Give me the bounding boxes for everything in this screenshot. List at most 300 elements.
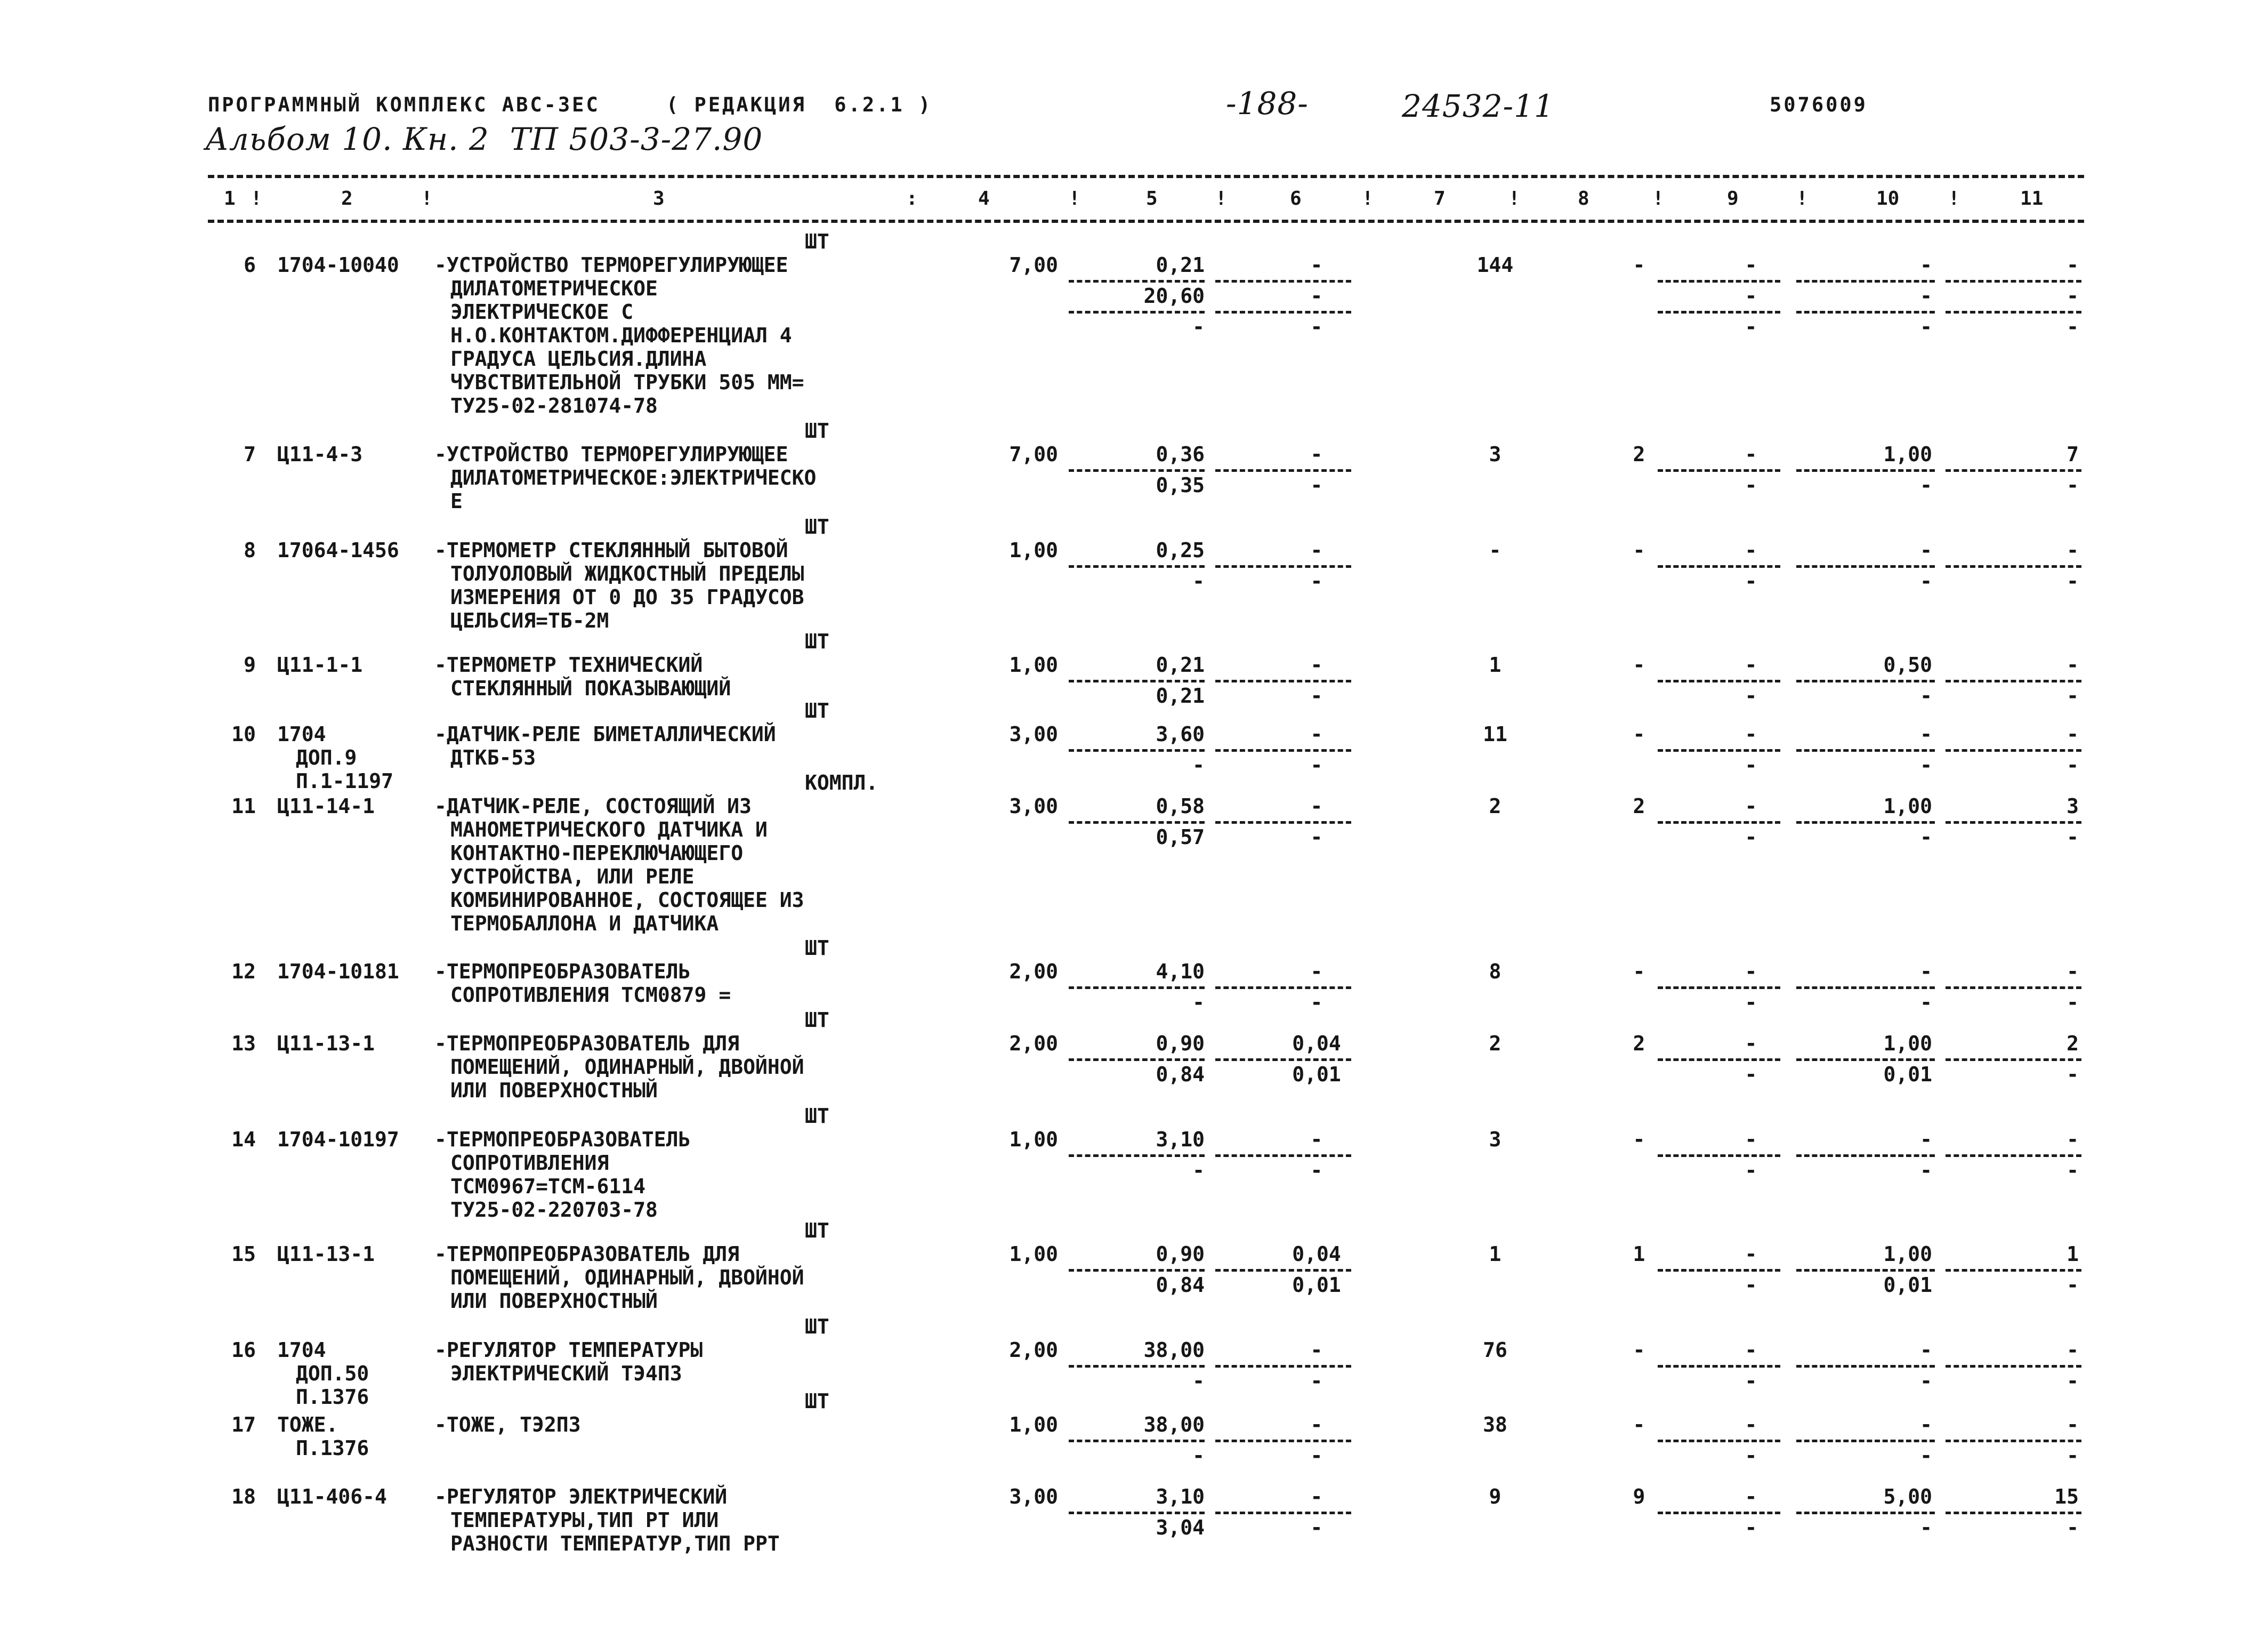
column-9-value-2: - bbox=[1745, 684, 1757, 708]
quantity-value: 1,00 bbox=[1009, 653, 1058, 677]
quantity-value: 7,00 bbox=[1009, 253, 1058, 277]
column-6-value: - bbox=[1310, 443, 1323, 466]
column-9-value-2: - bbox=[1745, 284, 1757, 308]
column-10-value: - bbox=[1920, 1413, 1932, 1436]
description-line: КОМБИНИРОВАННОЕ, СОСТОЯЩЕЕ ИЗ bbox=[450, 888, 804, 912]
column-5-value-2: - bbox=[1192, 1444, 1205, 1467]
column-6-value: - bbox=[1310, 794, 1323, 818]
column-6-value-2: - bbox=[1310, 473, 1323, 497]
column-7-value: - bbox=[1489, 539, 1502, 562]
cell-underline bbox=[1658, 821, 1780, 824]
column-11-value: - bbox=[2067, 1413, 2079, 1436]
column-8-value: - bbox=[1633, 1128, 1645, 1151]
cell-underline bbox=[1796, 1154, 1935, 1157]
description-line: -ДАТЧИК-РЕЛЕ БИМЕТАЛЛИЧЕСКИЙ bbox=[434, 722, 776, 746]
column-6-value-2: - bbox=[1310, 991, 1323, 1014]
quantity-value: 2,00 bbox=[1009, 1338, 1058, 1362]
cell-underline bbox=[1069, 469, 1205, 472]
item-number: 17 bbox=[231, 1413, 256, 1436]
column-10-value-2: 0,01 bbox=[1883, 1273, 1932, 1297]
column-10-value-2: - bbox=[1920, 473, 1932, 497]
description-line: ПОМЕЩЕНИЙ, ОДИНАРНЫЙ, ДВОЙНОЙ bbox=[450, 1266, 804, 1289]
column-11-value-2: - bbox=[2067, 284, 2079, 308]
description-line: ДТКБ-53 bbox=[450, 746, 536, 769]
cell-underline bbox=[1069, 565, 1205, 568]
column-6-value-2: 0,01 bbox=[1292, 1063, 1341, 1086]
description-line: Н.О.КОНТАКТОМ.ДИФФЕРЕНЦИАЛ 4 bbox=[450, 324, 792, 347]
cell-underline bbox=[1215, 469, 1351, 472]
unit-label: ШТ bbox=[805, 515, 829, 539]
column-6-value-2: - bbox=[1310, 1159, 1323, 1182]
cell-underline bbox=[1069, 749, 1205, 752]
column-header-5: 5 bbox=[1146, 188, 1158, 210]
column-9-value-2: - bbox=[1745, 1369, 1757, 1393]
quantity-value: 7,00 bbox=[1009, 443, 1058, 466]
column-11-value-2: - bbox=[2067, 569, 2079, 593]
cell-underline bbox=[1796, 1058, 1935, 1061]
column-5-value: 0,21 bbox=[1156, 253, 1205, 277]
column-5-value: 38,00 bbox=[1143, 1338, 1205, 1362]
description-line: КОНТАКТНО-ПЕРЕКЛЮЧАЮЩЕГО bbox=[450, 841, 744, 865]
column-5-value: 38,00 bbox=[1143, 1413, 1205, 1436]
column-header-3: 3 bbox=[653, 188, 665, 210]
column-11-value-2: - bbox=[2067, 753, 2079, 777]
column-9-value: - bbox=[1745, 960, 1757, 983]
item-code-line3: П.1376 bbox=[296, 1385, 369, 1409]
column-11-value-2: - bbox=[2067, 1273, 2079, 1297]
item-code: 1704-10181 bbox=[277, 960, 399, 983]
column-6-value: - bbox=[1310, 653, 1323, 677]
description-line: Е bbox=[450, 489, 463, 513]
unit-label: ШТ bbox=[805, 1008, 829, 1032]
item-number: 11 bbox=[231, 794, 256, 818]
column-7-value: 2 bbox=[1489, 1032, 1502, 1055]
column-7-value: 3 bbox=[1489, 443, 1502, 466]
cell-underline bbox=[1796, 986, 1935, 989]
column-separator: ! bbox=[421, 188, 433, 210]
column-9-value: - bbox=[1745, 539, 1757, 562]
description-line: ГРАДУСА ЦЕЛЬСИЯ.ДЛИНА bbox=[450, 347, 707, 371]
description-line: ЧУВСТВИТЕЛЬНОЙ ТРУБКИ 505 ММ= bbox=[450, 371, 804, 394]
column-6-value-2: - bbox=[1310, 684, 1323, 708]
cell-underline bbox=[1796, 680, 1935, 682]
description-line: -ТЕРМОМЕТР ТЕХНИЧЕСКИЙ bbox=[434, 653, 703, 677]
column-6-value-2: - bbox=[1310, 569, 1323, 593]
cell-underline bbox=[1658, 1512, 1780, 1514]
description-line: ДИЛАТОМЕТРИЧЕСКОЕ bbox=[450, 277, 658, 300]
column-5-value: 0,25 bbox=[1156, 539, 1205, 562]
column-11-value: 7 bbox=[2067, 443, 2079, 466]
column-11-value: - bbox=[2067, 253, 2079, 277]
column-separator: ! bbox=[1948, 188, 1960, 210]
column-9-value-2: - bbox=[1745, 991, 1757, 1014]
column-5-value-2: 0,57 bbox=[1156, 825, 1205, 849]
cell-underline bbox=[1215, 821, 1351, 824]
item-code: Ц11-1-1 bbox=[277, 653, 363, 677]
column-7-value: 76 bbox=[1483, 1338, 1507, 1362]
item-number: 8 bbox=[244, 539, 256, 562]
column-10-value-3: - bbox=[1920, 315, 1932, 339]
unit-label: ШТ bbox=[805, 936, 829, 960]
column-6-value-3: - bbox=[1310, 315, 1323, 339]
column-5-value-2: 0,35 bbox=[1156, 473, 1205, 497]
column-5-value: 0,36 bbox=[1156, 443, 1205, 466]
description-line: ЦЕЛЬСИЯ=ТБ-2М bbox=[450, 609, 609, 632]
item-code: 1704-10197 bbox=[277, 1128, 399, 1151]
description-line: -ДАТЧИК-РЕЛЕ, СОСТОЯЩИЙ ИЗ bbox=[434, 794, 752, 818]
description-line: ЭЛЕКТРИЧЕСКИЙ ТЭ4ПЗ bbox=[450, 1362, 682, 1385]
program-title: ПРОГРАММНЫЙ КОМПЛЕКС АВС-ЗЕС bbox=[208, 93, 600, 116]
column-10-value: 5,00 bbox=[1883, 1485, 1932, 1508]
column-10-value-2: - bbox=[1920, 1159, 1932, 1182]
column-7-value: 38 bbox=[1483, 1413, 1507, 1436]
cell-underline bbox=[1946, 986, 2081, 989]
column-5-value: 0,58 bbox=[1156, 794, 1205, 818]
column-8-value: - bbox=[1633, 722, 1645, 746]
description-line: ЭЛЕКТРИЧЕСКОЕ С bbox=[450, 300, 634, 324]
cell-underline bbox=[1658, 565, 1780, 568]
column-11-value-2: - bbox=[2067, 991, 2079, 1014]
item-number: 13 bbox=[231, 1032, 256, 1055]
description-line: -УСТРОЙСТВО ТЕРМОРЕГУЛИРУЮЩЕЕ bbox=[434, 443, 788, 466]
description-line: МАНОМЕТРИЧЕСКОГО ДАТЧИКА И bbox=[450, 818, 768, 841]
description-line: СОПРОТИВЛЕНИЯ ТСМ0879 = bbox=[450, 983, 731, 1007]
quantity-value: 1,00 bbox=[1009, 1128, 1058, 1151]
column-9-value: - bbox=[1745, 253, 1757, 277]
column-9-value-2: - bbox=[1745, 569, 1757, 593]
column-header-9: 9 bbox=[1727, 188, 1739, 210]
description-line: -ТЕРМОМЕТР СТЕКЛЯННЫЙ БЫТОВОЙ bbox=[434, 539, 788, 562]
cell-underline bbox=[1658, 280, 1780, 283]
description-line: -ТЕРМОПРЕОБРАЗОВАТЕЛЬ bbox=[434, 960, 691, 983]
cell-underline bbox=[1215, 1512, 1351, 1514]
item-number: 18 bbox=[231, 1485, 256, 1508]
description-line: ТЕМПЕРАТУРЫ,ТИП РТ ИЛИ bbox=[450, 1508, 719, 1532]
item-number: 9 bbox=[244, 653, 256, 677]
cell-underline bbox=[1069, 1365, 1205, 1368]
cell-underline bbox=[1215, 1365, 1351, 1368]
cell-underline bbox=[1658, 986, 1780, 989]
cell-underline bbox=[1796, 565, 1935, 568]
column-9-value-2: - bbox=[1745, 473, 1757, 497]
cell-underline bbox=[1796, 311, 1935, 314]
column-8-value: - bbox=[1633, 1338, 1645, 1362]
column-separator: ! bbox=[1215, 188, 1227, 210]
column-8-value: - bbox=[1633, 539, 1645, 562]
cell-underline bbox=[1946, 280, 2081, 283]
description-line: ТСМ0967=ТСМ-6114 bbox=[450, 1175, 646, 1198]
column-11-value-2: - bbox=[2067, 473, 2079, 497]
column-9-value: - bbox=[1745, 653, 1757, 677]
description-line: -ТЕРМОПРЕОБРАЗОВАТЕЛЬ bbox=[434, 1128, 691, 1151]
column-8-value: 9 bbox=[1633, 1485, 1645, 1508]
cell-underline bbox=[1215, 1154, 1351, 1157]
item-code: 1704-10040 bbox=[277, 253, 399, 277]
cell-underline bbox=[1946, 1365, 2081, 1368]
column-10-value-2: - bbox=[1920, 284, 1932, 308]
cell-underline bbox=[1215, 311, 1351, 314]
column-5-value-3: - bbox=[1192, 315, 1205, 339]
column-separator: ! bbox=[251, 188, 262, 210]
column-10-value-2: - bbox=[1920, 991, 1932, 1014]
cell-underline bbox=[1215, 1440, 1351, 1442]
column-10-value: - bbox=[1920, 1128, 1932, 1151]
column-header-4: 4 bbox=[978, 188, 990, 210]
item-number: 10 bbox=[231, 722, 256, 746]
column-11-value-2: - bbox=[2067, 825, 2079, 849]
column-5-value: 3,10 bbox=[1156, 1128, 1205, 1151]
column-6-value: - bbox=[1310, 960, 1323, 983]
item-code: Ц11-13-1 bbox=[277, 1032, 375, 1055]
description-line: ИЗМЕРЕНИЯ ОТ 0 ДО 35 ГРАДУСОВ bbox=[450, 585, 804, 609]
cell-underline bbox=[1946, 1058, 2081, 1061]
cell-underline bbox=[1796, 469, 1935, 472]
column-9-value: - bbox=[1745, 1242, 1757, 1266]
cell-underline bbox=[1946, 680, 2081, 682]
cell-underline bbox=[1069, 1440, 1205, 1442]
description-line: ТУ25-02-281074-78 bbox=[450, 394, 658, 417]
column-11-value: - bbox=[2067, 1338, 2079, 1362]
column-10-value: - bbox=[1920, 722, 1932, 746]
description-line: ПОМЕЩЕНИЙ, ОДИНАРНЫЙ, ДВОЙНОЙ bbox=[450, 1055, 804, 1079]
column-6-value-2: - bbox=[1310, 1444, 1323, 1467]
column-10-value-2: - bbox=[1920, 825, 1932, 849]
cell-underline bbox=[1796, 280, 1935, 283]
column-9-value-2: - bbox=[1745, 753, 1757, 777]
cell-underline bbox=[1215, 565, 1351, 568]
column-8-value: - bbox=[1633, 1413, 1645, 1436]
cell-underline bbox=[1796, 1440, 1935, 1442]
item-number: 12 bbox=[231, 960, 256, 983]
description-line: -РЕГУЛЯТОР ЭЛЕКТРИЧЕСКИЙ bbox=[434, 1485, 728, 1508]
cell-underline bbox=[1069, 821, 1205, 824]
cell-underline bbox=[1215, 986, 1351, 989]
unit-label: ШТ bbox=[805, 630, 829, 653]
column-6-value-2: - bbox=[1310, 1369, 1323, 1393]
quantity-value: 1,00 bbox=[1009, 1242, 1058, 1266]
column-9-value: - bbox=[1745, 794, 1757, 818]
column-5-value-2: 20,60 bbox=[1143, 284, 1205, 308]
cell-underline bbox=[1658, 1154, 1780, 1157]
column-10-value: - bbox=[1920, 253, 1932, 277]
column-9-value-2: - bbox=[1745, 1159, 1757, 1182]
column-11-value: - bbox=[2067, 960, 2079, 983]
item-number: 6 bbox=[244, 253, 256, 277]
column-11-value: 3 bbox=[2067, 794, 2079, 818]
column-separator: ! bbox=[1069, 188, 1080, 210]
cell-underline bbox=[1658, 311, 1780, 314]
column-9-value-2: - bbox=[1745, 825, 1757, 849]
item-code: 1704 bbox=[277, 722, 326, 746]
cell-underline bbox=[1658, 1365, 1780, 1368]
column-11-value-2: - bbox=[2067, 1063, 2079, 1086]
cell-underline bbox=[1215, 280, 1351, 283]
column-9-value-2: - bbox=[1745, 1063, 1757, 1086]
cell-underline bbox=[1946, 469, 2081, 472]
column-11-value: - bbox=[2067, 1128, 2079, 1151]
description-line: -ТЕРМОПРЕОБРАЗОВАТЕЛЬ ДЛЯ bbox=[434, 1242, 739, 1266]
column-header-7: 7 bbox=[1434, 188, 1446, 210]
column-6-value-2: - bbox=[1310, 825, 1323, 849]
unit-label: ШТ bbox=[805, 230, 829, 253]
column-6-value: 0,04 bbox=[1292, 1242, 1341, 1266]
column-10-value: 1,00 bbox=[1883, 1032, 1932, 1055]
cell-underline bbox=[1069, 986, 1205, 989]
item-code-line2: ДОП.50 bbox=[296, 1362, 369, 1385]
column-5-value: 0,90 bbox=[1156, 1032, 1205, 1055]
column-6-value: - bbox=[1310, 1413, 1323, 1436]
column-header-6: 6 bbox=[1290, 188, 1302, 210]
item-number: 16 bbox=[231, 1338, 256, 1362]
column-8-value: 2 bbox=[1633, 794, 1645, 818]
column-10-value-2: - bbox=[1920, 1444, 1932, 1467]
description-line: РАЗНОСТИ ТЕМПЕРАТУР,ТИП РРТ bbox=[450, 1532, 780, 1555]
cell-underline bbox=[1946, 821, 2081, 824]
item-code-line2: ДОП.9 bbox=[296, 746, 357, 769]
column-10-value-2: - bbox=[1920, 684, 1932, 708]
cell-underline bbox=[1946, 565, 2081, 568]
column-10-value-2: - bbox=[1920, 753, 1932, 777]
header-rule-bottom bbox=[208, 220, 2084, 223]
document-number: 24532-11 bbox=[1402, 88, 1554, 124]
column-5-value-2: 3,04 bbox=[1156, 1516, 1205, 1539]
column-header-10: 10 bbox=[1876, 188, 1900, 210]
column-6-value: - bbox=[1310, 1485, 1323, 1508]
quantity-value: 3,00 bbox=[1009, 794, 1058, 818]
item-code: Ц11-4-3 bbox=[277, 443, 363, 466]
item-code: 17064-1456 bbox=[277, 539, 399, 562]
column-11-value-2: - bbox=[2067, 1516, 2079, 1539]
description-line: СОПРОТИВЛЕНИЯ bbox=[450, 1151, 609, 1175]
column-6-value: - bbox=[1310, 1338, 1323, 1362]
description-line: -ТОЖЕ, ТЭ2ПЗ bbox=[434, 1413, 581, 1436]
quantity-value: 1,00 bbox=[1009, 539, 1058, 562]
column-header-11: 11 bbox=[2020, 188, 2044, 210]
column-5-value-2: 0,21 bbox=[1156, 684, 1205, 708]
cell-underline bbox=[1658, 749, 1780, 752]
column-8-value: - bbox=[1633, 253, 1645, 277]
cell-underline bbox=[1796, 1365, 1935, 1368]
unit-label: ШТ bbox=[805, 1315, 829, 1338]
column-separator: ! bbox=[1796, 188, 1808, 210]
column-5-value-2: - bbox=[1192, 1369, 1205, 1393]
column-9-value-2: - bbox=[1745, 1516, 1757, 1539]
cell-underline bbox=[1796, 749, 1935, 752]
column-separator: ! bbox=[1362, 188, 1374, 210]
item-number: 15 bbox=[231, 1242, 256, 1266]
cell-underline bbox=[1658, 680, 1780, 682]
cell-underline bbox=[1796, 1269, 1935, 1272]
column-7-value: 11 bbox=[1483, 722, 1507, 746]
column-11-value: 15 bbox=[2054, 1485, 2079, 1508]
cell-underline bbox=[1946, 1154, 2081, 1157]
column-11-value: - bbox=[2067, 539, 2079, 562]
description-line: СТЕКЛЯННЫЙ ПОКАЗЫВАЮЩИЙ bbox=[450, 677, 731, 700]
description-line: ДИЛАТОМЕТРИЧЕСКОЕ:ЭЛЕКТРИЧЕСКО bbox=[450, 466, 817, 489]
column-7-value: 144 bbox=[1476, 253, 1514, 277]
column-9-value: - bbox=[1745, 1413, 1757, 1436]
column-8-value: 2 bbox=[1633, 443, 1645, 466]
edition-label: ( РЕДАКЦИЯ 6.2.1 ) bbox=[666, 93, 933, 116]
quantity-value: 3,00 bbox=[1009, 722, 1058, 746]
description-line: ТУ25-02-220703-78 bbox=[450, 1198, 658, 1222]
column-6-value: - bbox=[1310, 539, 1323, 562]
column-6-value: - bbox=[1310, 253, 1323, 277]
column-7-value: 2 bbox=[1489, 794, 1502, 818]
item-number: 14 bbox=[231, 1128, 256, 1151]
album-reference: Альбом 10. Кн. 2 ТП 503-3-27.90 bbox=[205, 121, 763, 157]
column-10-value: 1,00 bbox=[1883, 1242, 1932, 1266]
cell-underline bbox=[1946, 1512, 2081, 1514]
column-5-value: 0,21 bbox=[1156, 653, 1205, 677]
cell-underline bbox=[1069, 1269, 1205, 1272]
column-5-value: 4,10 bbox=[1156, 960, 1205, 983]
column-10-value: 1,00 bbox=[1883, 794, 1932, 818]
column-separator: : bbox=[906, 188, 918, 210]
item-code: Ц11-406-4 bbox=[277, 1485, 387, 1508]
item-code: Ц11-14-1 bbox=[277, 794, 375, 818]
unit-label: ШТ bbox=[805, 1219, 829, 1242]
cell-underline bbox=[1069, 280, 1205, 283]
column-5-value: 3,60 bbox=[1156, 722, 1205, 746]
unit-label: ШТ bbox=[805, 1104, 829, 1128]
column-5-value: 0,90 bbox=[1156, 1242, 1205, 1266]
description-line: -РЕГУЛЯТОР ТЕМПЕРАТУРЫ bbox=[434, 1338, 703, 1362]
description-line: -УСТРОЙСТВО ТЕРМОРЕГУЛИРУЮЩЕЕ bbox=[434, 253, 788, 277]
cell-underline bbox=[1215, 1269, 1351, 1272]
quantity-value: 1,00 bbox=[1009, 1413, 1058, 1436]
cell-underline bbox=[1946, 311, 2081, 314]
item-code: Ц11-13-1 bbox=[277, 1242, 375, 1266]
cell-underline bbox=[1658, 469, 1780, 472]
column-7-value: 9 bbox=[1489, 1485, 1502, 1508]
cell-underline bbox=[1796, 1512, 1935, 1514]
cell-underline bbox=[1658, 1269, 1780, 1272]
column-6-value-2: - bbox=[1310, 284, 1323, 308]
column-10-value-2: - bbox=[1920, 1516, 1932, 1539]
column-9-value: - bbox=[1745, 722, 1757, 746]
column-9-value-2: - bbox=[1745, 1444, 1757, 1467]
column-11-value: - bbox=[2067, 722, 2079, 746]
column-10-value: - bbox=[1920, 1338, 1932, 1362]
column-8-value: 2 bbox=[1633, 1032, 1645, 1055]
column-header-8: 8 bbox=[1578, 188, 1589, 210]
cell-underline bbox=[1796, 821, 1935, 824]
unit-label: ШТ bbox=[805, 699, 829, 722]
column-10-value-2: - bbox=[1920, 1369, 1932, 1393]
column-7-value: 1 bbox=[1489, 653, 1502, 677]
column-7-value: 8 bbox=[1489, 960, 1502, 983]
item-code: 1704 bbox=[277, 1338, 326, 1362]
column-11-value-2: - bbox=[2067, 1159, 2079, 1182]
item-number: 7 bbox=[244, 443, 256, 466]
column-separator: ! bbox=[1508, 188, 1520, 210]
document-code: 5076009 bbox=[1770, 93, 1868, 116]
description-line: ИЛИ ПОВЕРХНОСТНЫЙ bbox=[450, 1289, 658, 1313]
column-11-value-3: - bbox=[2067, 315, 2079, 339]
column-10-value-2: 0,01 bbox=[1883, 1063, 1932, 1086]
column-10-value-2: - bbox=[1920, 569, 1932, 593]
column-5-value-2: - bbox=[1192, 753, 1205, 777]
column-7-value: 1 bbox=[1489, 1242, 1502, 1266]
column-11-value-2: - bbox=[2067, 1444, 2079, 1467]
quantity-value: 2,00 bbox=[1009, 1032, 1058, 1055]
column-9-value: - bbox=[1745, 1485, 1757, 1508]
cell-underline bbox=[1946, 1440, 2081, 1442]
cell-underline bbox=[1069, 311, 1205, 314]
cell-underline bbox=[1069, 680, 1205, 682]
unit-label: ШТ bbox=[805, 1389, 829, 1413]
